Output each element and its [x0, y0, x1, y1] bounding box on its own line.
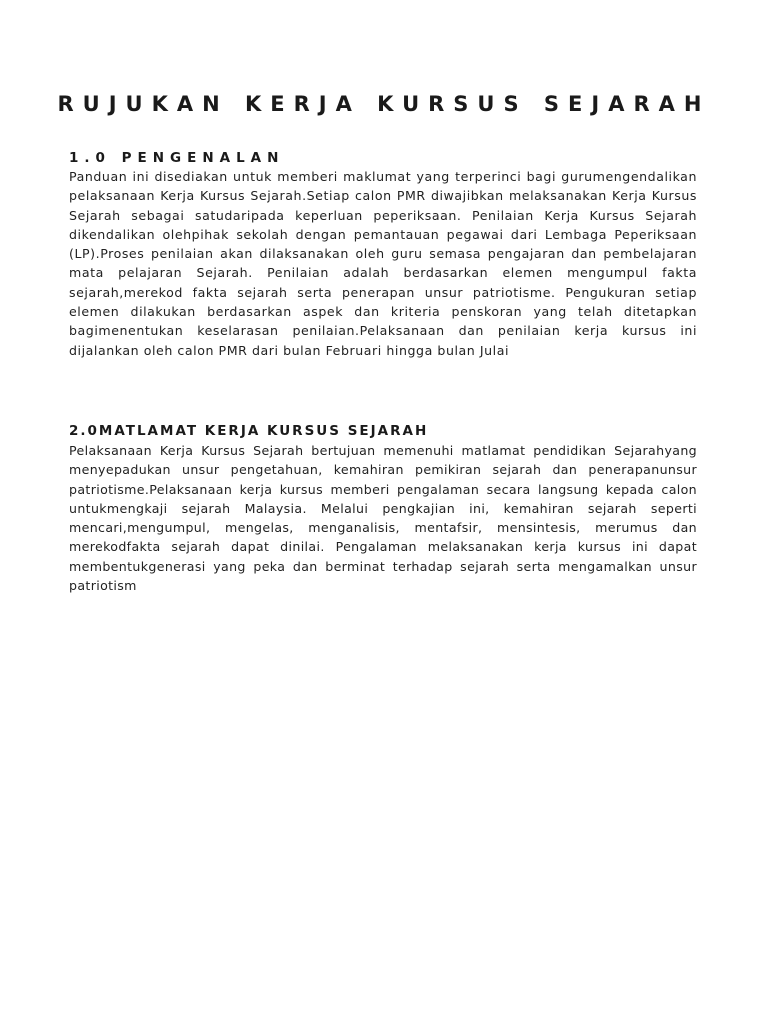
document-title: RUJUKAN KERJA KURSUS SEJARAH [57, 92, 711, 116]
section-heading-pengenalan: 1.0 PENGENALAN [69, 150, 285, 166]
section-body-matlamat: Pelaksanaan Kerja Kursus Sejarah bertujuan memenuhi matlamat pendidikan Sejarahyang menyepadukan unsur pengetahuan, kemahiran pemikiran sejarah dan penerapanunsur patriotisme.Pelaksanaan kerja kursus memberi pengalaman secara langsung kepada calon untukmengkaji sejarah Malaysia. Melalui pengkajian ini, kemahiran sejarah seperti mencari,mengumpul, mengelas, menganalisis, mentafsir, mensintesis, merumus dan merekodfakta sejarah dapat dinilai. Pengalaman melaksanakan kerja kursus ini dapat membentukgenerasi yang peka dan berminat terhadap sejarah serta mengamalkan unsur patriotism [69, 443, 697, 594]
section-heading-matlamat: 2.0MATLAMAT KERJA KURSUS SEJARAH [69, 423, 429, 439]
section-body-pengenalan: Panduan ini disediakan untuk memberi maklumat yang terperinci bagi gurumengendalikan pelaksanaan Kerja Kursus Sejarah.Setiap calon PMR diwajibkan melaksanakan Kerja Kursus Sejarah sebagai satudaripada keperluan peperiksaan. Penilaian Kerja Kursus Sejarah dikendalikan olehpihak sekolah dengan pemantauan pegawai dari Lembaga Peperiksaan (LP).Proses penilaian akan dilaksanakan oleh guru semasa pengajaran dan pembelajaran mata pelajaran Sejarah. Penilaian adalah berdasarkan elemen mengumpul fakta sejarah,merekod fakta sejarah serta penerapan unsur patriotisme. Pengukuran setiap elemen dilakukan berdasarkan aspek dan kriteria penskoran yang telah ditetapkan bagimenentukan keselarasan penilaian.Pelaksanaan dan penilaian kerja kursus ini dijalankan oleh calon PMR dari bulan Februari hingga bulan Julai [69, 169, 697, 358]
